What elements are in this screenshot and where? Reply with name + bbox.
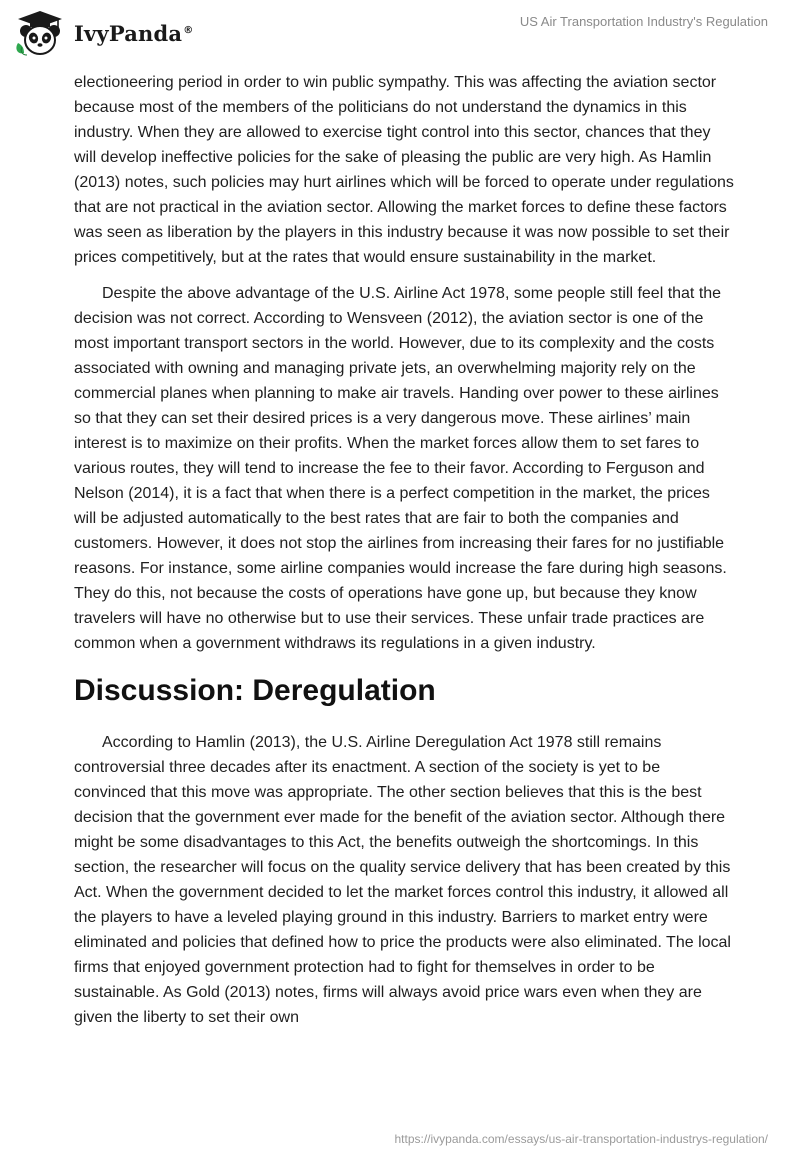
paragraph: According to Hamlin (2013), the U.S. Airline Deregulation Act 1978 still remains controversial three decades after its enactment. A section of the society is yet to be convinced that this move was appropriate. The other section believes that this is the best decision that the government ever made for the benefit of the aviation sector. Although there might be some disadvantages to this Act, the benefits outweigh the shortcomings. In this section, the researcher will focus on the quality service delivery that has been created by this Act. When the government decided to let the market forces control this industry, it allowed all the players to have a leveled playing ground in this industry. Barriers to market entry were eliminated and policies that defined how to price the products were also eliminated. The local firms that enjoyed government protection had to fight for themselves in order to be sustainable. As Gold (2013) notes, firms will always avoid price wars even when they are given the liberty to set their own	[74, 734, 731, 1026]
document-title: US Air Transportation Industry's Regulation	[519, 14, 768, 29]
section-heading: Discussion: Deregulation	[74, 674, 436, 707]
paragraph-continued: electioneering period in order to win public sympathy. This was affecting the aviation sector because most of the members of the politicians do not understand the dynamics in this industry. When they are allowed to exercise tight control into this sector, chances that they will develop ineffective policies for the sake of pleasing the public are very high. As Hamlin (2013) notes, such policies may hurt airlines which will be forced to operate under regulations that are not practical in the aviation sector. Allowing the market forces to define these factors was seen as liberation by the players in this industry because it was now possible to set their prices competitively, but at the rates that would ensure sustainability in the market.	[74, 74, 734, 266]
logo-wordmark: IvyPanda®	[74, 20, 194, 46]
ivypanda-logo[interactable]	[14, 8, 214, 58]
panda-graduate-icon	[14, 9, 66, 57]
paragraph: Despite the above advantage of the U.S. Airline Act 1978, some people still feel that the decision was not correct. According to Wensveen (2012), the aviation sector is one of the most important transport sectors in the world. However, due to its complexity and the costs associated with owning and managing private jets, an overwhelming majority rely on the commercial planes when planning to make air travels. Handing over power to these airlines so that they can set their desired prices is a very dangerous move. These airlines’ main interest is to maximize on their profits. When the market forces allow them to set fares to various routes, they will tend to increase the fee to their favor. According to Ferguson and Nelson (2014), it is a fact that when there is a perfect competition in the market, the prices will be adjusted automatically to the best rates that are fair to both the companies and customers. However, it does not stop the airlines from increasing their fares for no justifiable reasons. For instance, some airline companies would increase the fare during high seasons. They do this, not because the costs of operations have gone up, but because they know travelers will have no otherwise but to use their services. These unfair trade practices are common when a government withdraws its regulations in a given industry.	[74, 285, 727, 652]
page-header	[0, 0, 800, 66]
essay-body	[74, 70, 734, 1030]
source-url-link[interactable]: https://ivypanda.com/essays/us-air-transportation-industrys-regulation/	[394, 1132, 768, 1146]
